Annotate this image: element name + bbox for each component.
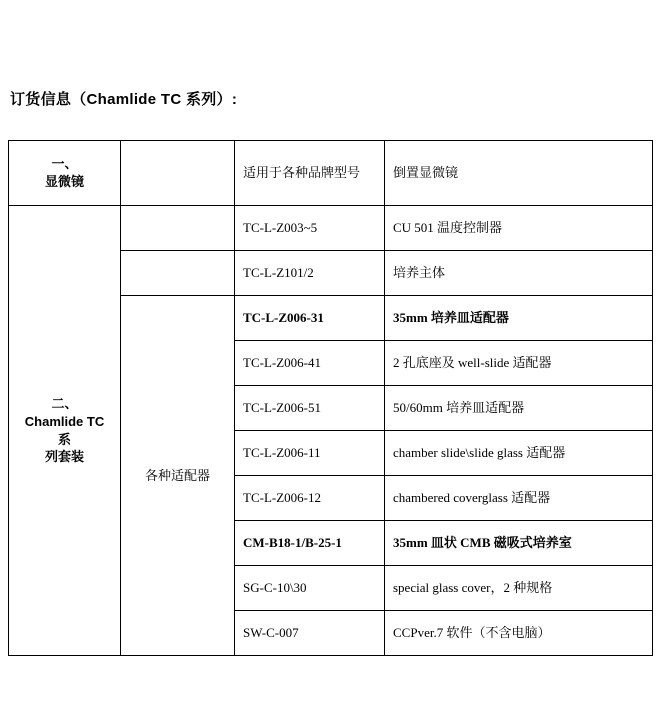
- row-0-spacer: [121, 206, 235, 251]
- row-2-description: 35mm 培养皿适配器: [385, 296, 653, 341]
- table-row: [9, 206, 653, 251]
- row-2-model: TC-L-Z006-31: [235, 296, 385, 341]
- group-2-chamlide-set: [9, 206, 121, 656]
- row-4-model: TC-L-Z006-51: [235, 386, 385, 431]
- header-model-column: 适用于各种品牌型号: [235, 141, 385, 206]
- header-blank-cell: [121, 141, 235, 206]
- row-8-description: special glass cover，2 种规格: [385, 566, 653, 611]
- row-0-description: CU 501 温度控制器: [385, 206, 653, 251]
- group-2-number: 二、: [51, 396, 78, 412]
- row-5-description: chamber slide\slide glass 适配器: [385, 431, 653, 476]
- row-3-model: TC-L-Z006-41: [235, 341, 385, 386]
- row-3-description: 2 孔底座及 well-slide 适配器: [385, 341, 653, 386]
- row-6-description: chambered coverglass 适配器: [385, 476, 653, 521]
- page-title: 订货信息（Chamlide TC 系列）:: [10, 91, 238, 108]
- group-1-label: 显微镜: [44, 174, 84, 189]
- header-description-column: 倒置显微镜: [385, 141, 653, 206]
- ordering-information-table: [8, 140, 653, 656]
- row-8-model: SG-C-10\30: [235, 566, 385, 611]
- row-4-description: 50/60mm 培养皿适配器: [385, 386, 653, 431]
- row-7-model: CM-B18-1/B-25-1: [235, 521, 385, 566]
- row-7-description: 35mm 皿状 CMB 磁吸式培养室: [385, 521, 653, 566]
- group-1-microscope: [9, 141, 121, 206]
- row-5-model: TC-L-Z006-11: [235, 431, 385, 476]
- row-1-description: 培养主体: [385, 251, 653, 296]
- row-1-model: TC-L-Z101/2: [235, 251, 385, 296]
- row-6-model: TC-L-Z006-12: [235, 476, 385, 521]
- group-1-number: 一、: [51, 156, 78, 172]
- row-9-description: CCPver.7 软件（不含电脑）: [385, 611, 653, 656]
- row-9-model: SW-C-007: [235, 611, 385, 656]
- adapters-group-label: 各种适配器: [121, 296, 235, 656]
- row-1-spacer: [121, 251, 235, 296]
- table-header-row: [9, 141, 653, 206]
- row-0-model: TC-L-Z003~5: [235, 206, 385, 251]
- group-2-label-line1: Chamlide TC 系: [24, 413, 105, 447]
- group-2-label-line2: 列套装: [44, 449, 84, 465]
